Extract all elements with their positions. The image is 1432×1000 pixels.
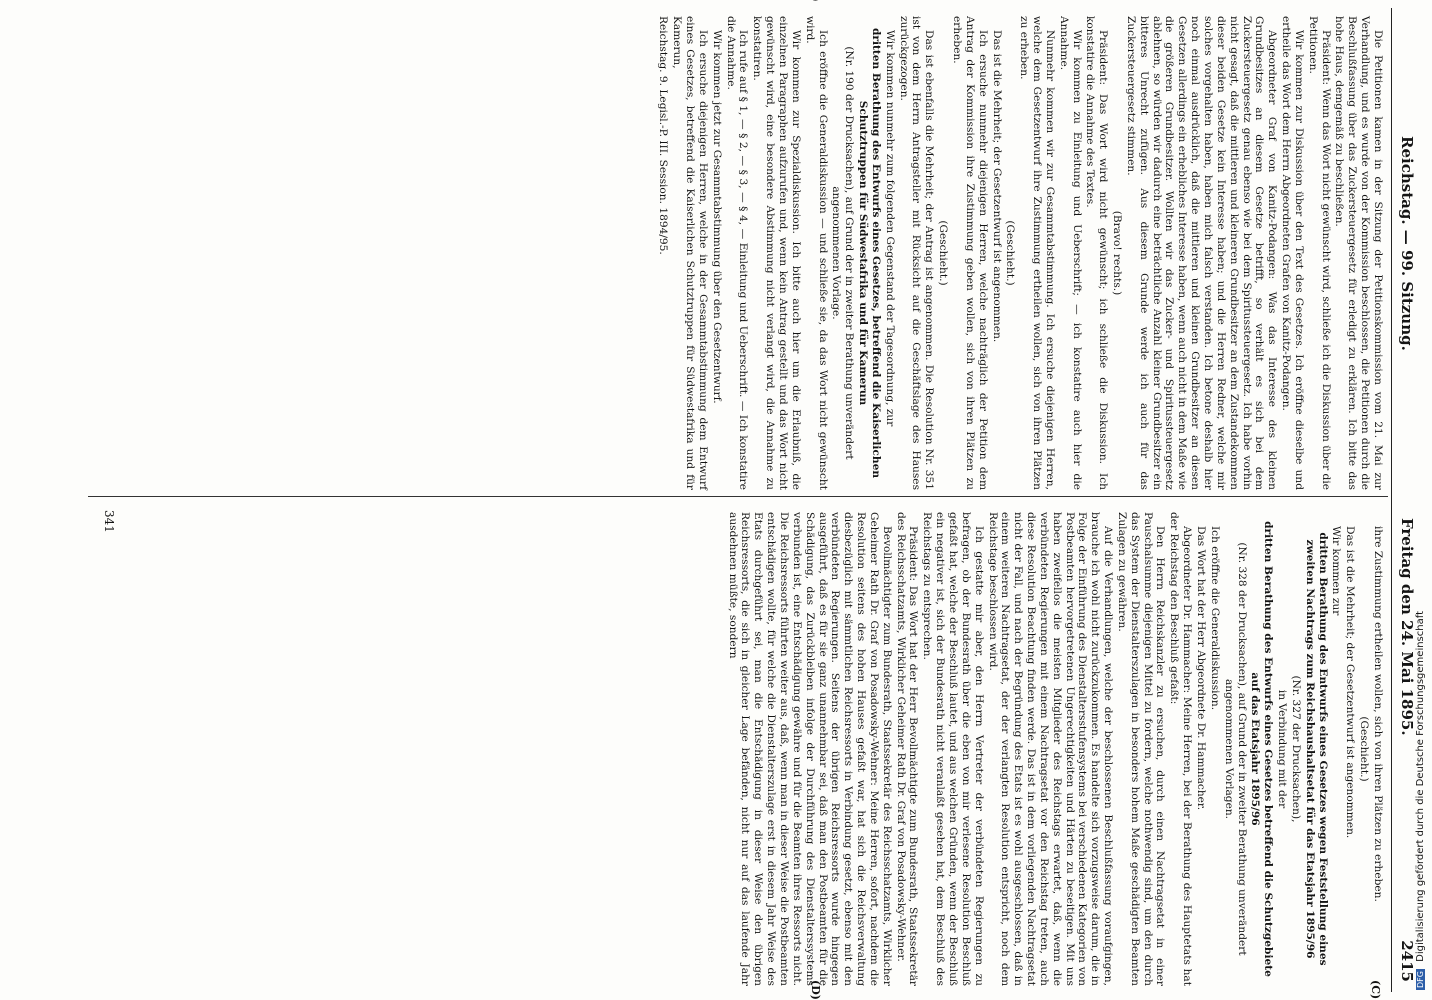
paragraph: Wir kommen zur (1330, 526, 1343, 616)
right-column (725, 512, 1384, 986)
column-divider (88, 496, 1388, 497)
agenda-heading: dritten Berathung des Entwurfs eines Gesetzes betreffend die Schutzgebiete auf das Etatsjahr 1895/96 (1249, 521, 1275, 977)
session-date: Freitag den 24. Mai 1895. (1398, 518, 1416, 736)
paragraph: Bevollmächtigter zum Bundesrath, Staatssekretär des Reichsschatzamts, Wirklicher Geheimer Rath Dr. Graf von Posadowsky-Wehner: Meine Herren, sofort, nachdem die Resolution seitens des hohen Hauses gefaßt war, hat sich die Reichsverwaltung diesbezüglich mit sämmtlichen Reichsressorts in Verbindung gesetzt, ebenso mit den verbündeten Regierungen. Seitens der übrigen Reichsressorts wurde hingegen ausgeführt, daß es für sie ganz unannehmbar sei, daß man den Postbeamten für die Schädigung, das Zurückbleiben infolge der Durchführung des Dienstalterssystems verbunden ist, eine Entschädigung gewähre und für die Beamten ihres Ressorts nicht. Die Reichsressorts führten weiter aus, daß, wenn man in dieser Weise die Postbeamten entschädigen wollte, für welche die Dienstalterszulage erst in diesem Jahr Weise des Etats durchgeführt sei, man die Entschädigung in dieser Weise den übrigen Reichsressorts, die sich in gleicher Lage befänden, nicht nur auf das laufende Jahr ausdehnen müßte, sondern (726, 512, 893, 986)
margin-marker-d: (D) (809, 980, 822, 1000)
paragraph: Abgeordneter Dr. Hammacher: Meine Herren, bei der Berathung des Hauptetats hat der Reichstag den Beschluß gefaßt: (1168, 512, 1194, 986)
stage-direction: (Geschieht.) (937, 220, 950, 286)
dfg-logo: DFG (1416, 971, 1425, 988)
paragraph: Den Herrn Reichskanzler zu ersuchen, durch einen Nachtragsetat in einer Pauschalsumme diejenigen Mittel zu fordern, welche nothwendig sind, um den durch das System der Dienstalterszulagen in besonders hohem Maße geschädigten Beamten Zulagen zu gewähren. (1115, 512, 1167, 986)
margin-marker-b (809, 0, 822, 2)
paragraph: Ich eröffne die Generaldiskussion. (1208, 526, 1221, 711)
paragraph: Reichstag. 9. Legisl.-P. III. Session. 1894/95. (657, 16, 670, 255)
paragraph: Ich ersuche nunmehr diejenigen Herren, welche nachträglich der Petition dem Antrag der Kommission ihre Zustimmung geben wollen, sich von ihren Plätzen zu erheben. (951, 16, 989, 490)
paragraph: Das ist die Mehrheit; der Gesetzentwurf ist angenommen. (990, 30, 1003, 343)
paragraph: Ich ersuche diejenigen Herren, welche in der Gesammtabstimmung dem Entwurf eines Gesetzes, betreffend die Kaiserlichen Schutztruppen für Südwestafrika und für Kamerun, (671, 16, 709, 490)
paragraph: Das ist ebenfalls die Mehrheit; der Antrag ist angenommen. Die Resolution Nr. 351 ist von dem Herrn Antragsteller mit Rücksicht auf die Geschäftslage des Hauses zurückgezogen. (897, 16, 936, 490)
paragraph: Auf die Verhandlungen, welche der beschlossenen Beschlußfassung voraufgingen, brauche ich wohl nicht zurückzukommen. Es handelte sich vorzugsweise darum, die in Folge der Einführung des Dienstaltersstufensystems bei verschiedenen Kategorien von Postbeamten hervorgetretenen Ungerechtigkeiten und Härten zu beseitigen. Mit uns haben zweifellos die meisten Mitglieder des Reichstags erwartet, daß, wenn die verbündeten Regierungen mit einem Nachtragsetat vor den Reichstag treten, auch diese Resolution Beachtung finden werde. Das ist in dem vorliegenden Nachtragsetat nicht der Fall, und nach der Begründung des Etats ist es wohl ausgeschlossen, daß in einem weiteren Nachtragsetat, der der verlangten Resolution entspricht, noch dem Reichstage beschlossen wird. (986, 512, 1115, 986)
funding-note-text: Digitalisierung gefördert durch die Deutsche Forschungsgemeinschaft (1415, 611, 1426, 962)
paragraph: Wir kommen nunmehr zum folgenden Gegenstand der Tagesordnung, zur (883, 30, 896, 427)
paragraph: Die Petitionen kamen in der Sitzung der Petitionskommission vom 21. Mai zur Verhandlung, und es wurde von der Kommission beschlossen, die Petitionen durch die Beschlußfassung über das Zuckersteuergesetz für erledigt zu erklären. Ich bitte das hohe Haus, demgemäß zu beschließen. (1333, 16, 1384, 490)
paragraph: Abgeordneter Graf von Kanitz-Podangen: Was das Interesse des kleinen Grundbesitzes an diesem Gesetze betrifft, so verhält es sich bei dem Zuckersteuergesetz genau ebenso wie bei dem Spiritussteuergesetz. Ich habe vorhin nicht gesagt, daß die mittleren und kleineren Grundbesitzer an dem Zustandekommen dieser beiden Gesetze kein Interesse haben; und die Herren Redner, welche mir solches vorgehalten haben, haben mich falsch verstanden. Ich betone deshalb hier noch einmal ausdrücklich, daß die mittleren und kleinen Grundbesitzer an diesen Gesetzen allerdings ein erhebliches Interesse haben, wenn auch nicht in dem Maße wie die größeren Grundbesitzer. Wollten wir das Zucker- und Spiritussteuergesetz ablehnen, so würden wir dadurch eine beträchtliche Anzahl kleiner Grundbesitzer ein bitteres Unrecht zufügen. Aus diesem Grunde werde ich auch für das Zuckersteuergesetz stimmen. (1124, 16, 1279, 490)
paragraph: Präsident: Wenn das Wort nicht gewünscht wird, schließe ich die Diskussion über die Petitionen. (1306, 16, 1332, 490)
paragraph: Das ist die Mehrheit; der Gesetzentwurf ist angenommen. (1344, 526, 1357, 839)
paragraph: ihre Zustimmung ertheilen wollen, sich von ihren Plätzen zu erheben. (1372, 526, 1384, 902)
paragraph: Ich eröffne die Generaldiskussion — und schließe sie, da das Wort nicht gewünscht wird. (803, 16, 829, 490)
paragraph: Wir kommen zur Spezialdiskussion. Ich bitte auch hier um die Erlaubniß, die einzelnen Paragraphen aufzurufen und, wenn kein Antrag gestellt und das Wort nicht gewünscht wird, eine besondere Abstimmung nicht verlangt wird, die Annahme zu konstatiren. (751, 16, 802, 490)
paragraph: (Nr. 327 der Drucksachen), (1289, 675, 1302, 823)
paragraph: Ich gestatte mir aber, den Herrn Vertreter der verbündeten Regierungen zu befragen, ob der Bundesrath über die eben von mir verlesene Resolution Beschluß gefaßt hat, welche der Beschluß lautet, und aus welchen Gründen, wenn der Beschluß ein negativer ist, sich der Bundesrath nicht veranlaßt gesehen hat, dem Beschluß des Reichstags zu entsprechen. (921, 512, 985, 986)
paragraph: Präsident: Das Wort wird nicht gewünscht; ich schließe die Diskussion. Ich konstatire die Annahme des Textes. (1084, 16, 1110, 490)
paragraph: Ich rufe auf § 1, — § 2, — § 3, — § 4, — Einleitung und Ueberschrift. — Ich konstatire die Annahme. (724, 16, 750, 490)
paragraph: Präsident: Das Wort hat der Herr Bevollmächtigte zum Bundesrath, Staatssekretär des Reichsschatzamts, Wirklicher Geheimer Rath Dr. Graf von Posadowsky-Wehner. (894, 512, 920, 986)
agenda-heading: dritten Berathung des Entwurfs eines Gesetzes wegen Feststellung eines zweiten Nachtrags zum Reichshaushaltsetat für das Etatsjahr 1895/96 (1303, 532, 1329, 966)
rotated-page-content (26, 0, 1432, 1000)
paragraph: Wir kommen zu Einleitung und Ueberschrift; — ich konstatire auch hier die Annahme. (1057, 16, 1083, 490)
page-number: 2415 (1398, 940, 1416, 982)
paragraph: in Verbindung mit der (1276, 689, 1289, 809)
footer-page-number: 341 (102, 510, 116, 533)
paragraph: (Nr. 328 der Drucksachen), auf Grund der in zweiter Berathung unverändert angenommenen Vorlagen. (1222, 542, 1248, 956)
margin-marker-c: (C) (1369, 980, 1382, 1000)
running-head: Reichstag. — 99. Sitzung. (1398, 136, 1416, 351)
left-column (656, 16, 1384, 490)
margin-marker-a (1369, 0, 1382, 1)
stage-direction: (Geschieht.) (1358, 716, 1371, 782)
paragraph: Das Wort hat der Herr Abgeordnete Dr. Hammacher. (1195, 526, 1208, 811)
funding-note (1415, 590, 1431, 990)
agenda-heading: dritten Berathung des Entwurfs eines Gesetzes, betreffend die Kaiserlichen Schutztruppen für Südwestafrika und für Kamerun (857, 27, 882, 479)
paragraph: (Nr. 190 der Drucksachen), auf Grund der in zweiter Berathung unverändert angenommenen Vorlage. (830, 46, 856, 460)
paragraph: Wir kommen jetzt zur Gesammtabstimmung über den Gesetzentwurf. (710, 30, 723, 404)
stage-direction: (Geschieht.) (1004, 220, 1017, 286)
paragraph: Nunmehr kommen wir zur Gesammtabstimmung. Ich ersuche diejenigen Herren, welche dem Gesetzentwurf ihre Zustimmung ertheilen wollen, sich von ihren Plätzen zu erheben. (1018, 16, 1056, 490)
paragraph: Wir kommen zur Diskussion über den Text des Gesetzes. Ich eröffne dieselbe und ertheile das Wort dem Herrn Abgeordneten Grafen von Kanitz-Podangen. (1280, 16, 1305, 490)
stage-direction: (Bravo! rechts.) (1111, 210, 1124, 296)
